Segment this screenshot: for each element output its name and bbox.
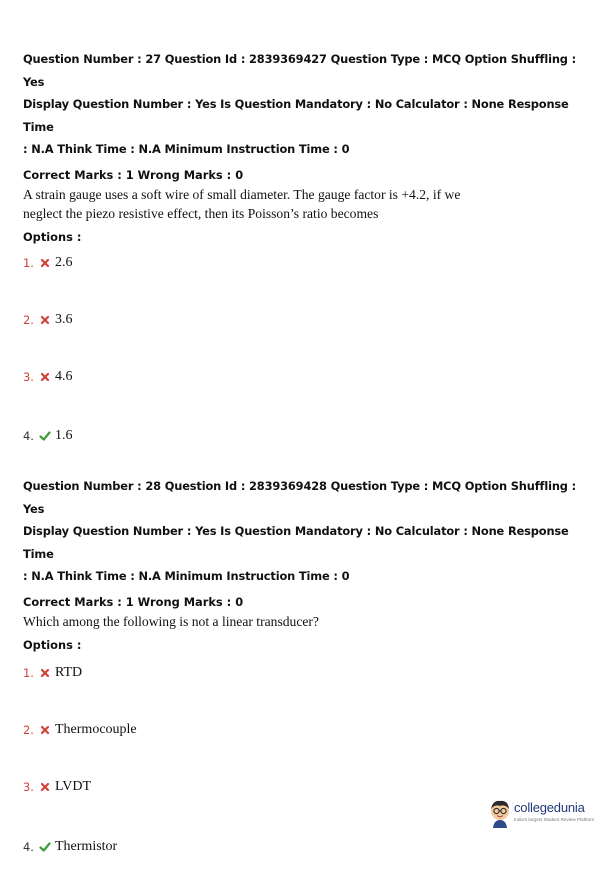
logo-tagline: India's largest Student Review Platform xyxy=(514,817,595,822)
option-text: 4.6 xyxy=(55,368,73,384)
option-text: RTD xyxy=(55,664,83,680)
check-icon xyxy=(39,841,51,853)
cross-icon xyxy=(39,257,51,269)
options-label: Options : xyxy=(23,229,82,244)
option-number: 1. xyxy=(23,255,34,270)
option-2 xyxy=(23,720,137,740)
option-text: 2.6 xyxy=(55,254,73,270)
option-text: 1.6 xyxy=(55,427,73,443)
options-label: Options : xyxy=(23,637,82,652)
question-marks: Correct Marks : 1 Wrong Marks : 0 xyxy=(23,594,244,609)
collegedunia-logo xyxy=(488,796,595,832)
logo-wordmark: collegedunia xyxy=(514,800,585,815)
check-icon xyxy=(39,430,51,442)
cross-icon xyxy=(39,371,51,383)
question-text: A strain gauge uses a soft wire of small diameter. The gauge factor is +4.2, if we neglect the piezo resistive effect, then its Poisson’s ratio becomes xyxy=(23,186,461,221)
meta-line: Question Number : 28 Question Id : 2839369428 Question Type : MCQ Option Shuffling : Yes xyxy=(23,479,577,516)
option-number: 1. xyxy=(23,665,34,680)
option-number: 4. xyxy=(23,428,34,443)
option-1 xyxy=(23,253,73,273)
question-text: Which among the following is not a linear transducer? xyxy=(23,613,319,629)
option-number: 4. xyxy=(23,839,34,854)
meta-line: : N.A Think Time : N.A Minimum Instruction Time : 0 xyxy=(23,142,350,156)
cross-icon xyxy=(39,724,51,736)
option-number: 3. xyxy=(23,369,34,384)
question-meta xyxy=(23,48,578,161)
option-text: Thermistor xyxy=(55,838,118,854)
option-number: 2. xyxy=(23,722,34,737)
option-3 xyxy=(23,367,73,387)
option-number: 2. xyxy=(23,312,34,327)
option-1 xyxy=(23,663,82,683)
option-number: 3. xyxy=(23,779,34,794)
option-3 xyxy=(23,777,91,797)
option-4 xyxy=(23,837,117,857)
option-text: 3.6 xyxy=(55,311,73,327)
meta-line: : N.A Think Time : N.A Minimum Instruction Time : 0 xyxy=(23,569,350,583)
meta-line: Question Number : 27 Question Id : 2839369427 Question Type : MCQ Option Shuffling : Yes xyxy=(23,52,577,89)
question-27 xyxy=(23,48,578,475)
option-text: Thermocouple xyxy=(55,721,137,737)
meta-line: Display Question Number : Yes Is Question Mandatory : No Calculator : None Response Time xyxy=(23,524,569,561)
options-list xyxy=(23,245,578,475)
question-meta xyxy=(23,475,578,588)
option-2 xyxy=(23,310,73,330)
student-mascot-icon xyxy=(488,798,512,828)
question-marks: Correct Marks : 1 Wrong Marks : 0 xyxy=(23,167,244,182)
option-4 xyxy=(23,426,73,446)
meta-line: Display Question Number : Yes Is Question Mandatory : No Calculator : None Response Time xyxy=(23,97,569,134)
option-text: LVDT xyxy=(55,778,92,794)
cross-icon xyxy=(39,667,51,679)
cross-icon xyxy=(39,781,51,793)
options-list xyxy=(23,653,578,883)
cross-icon xyxy=(39,314,51,326)
